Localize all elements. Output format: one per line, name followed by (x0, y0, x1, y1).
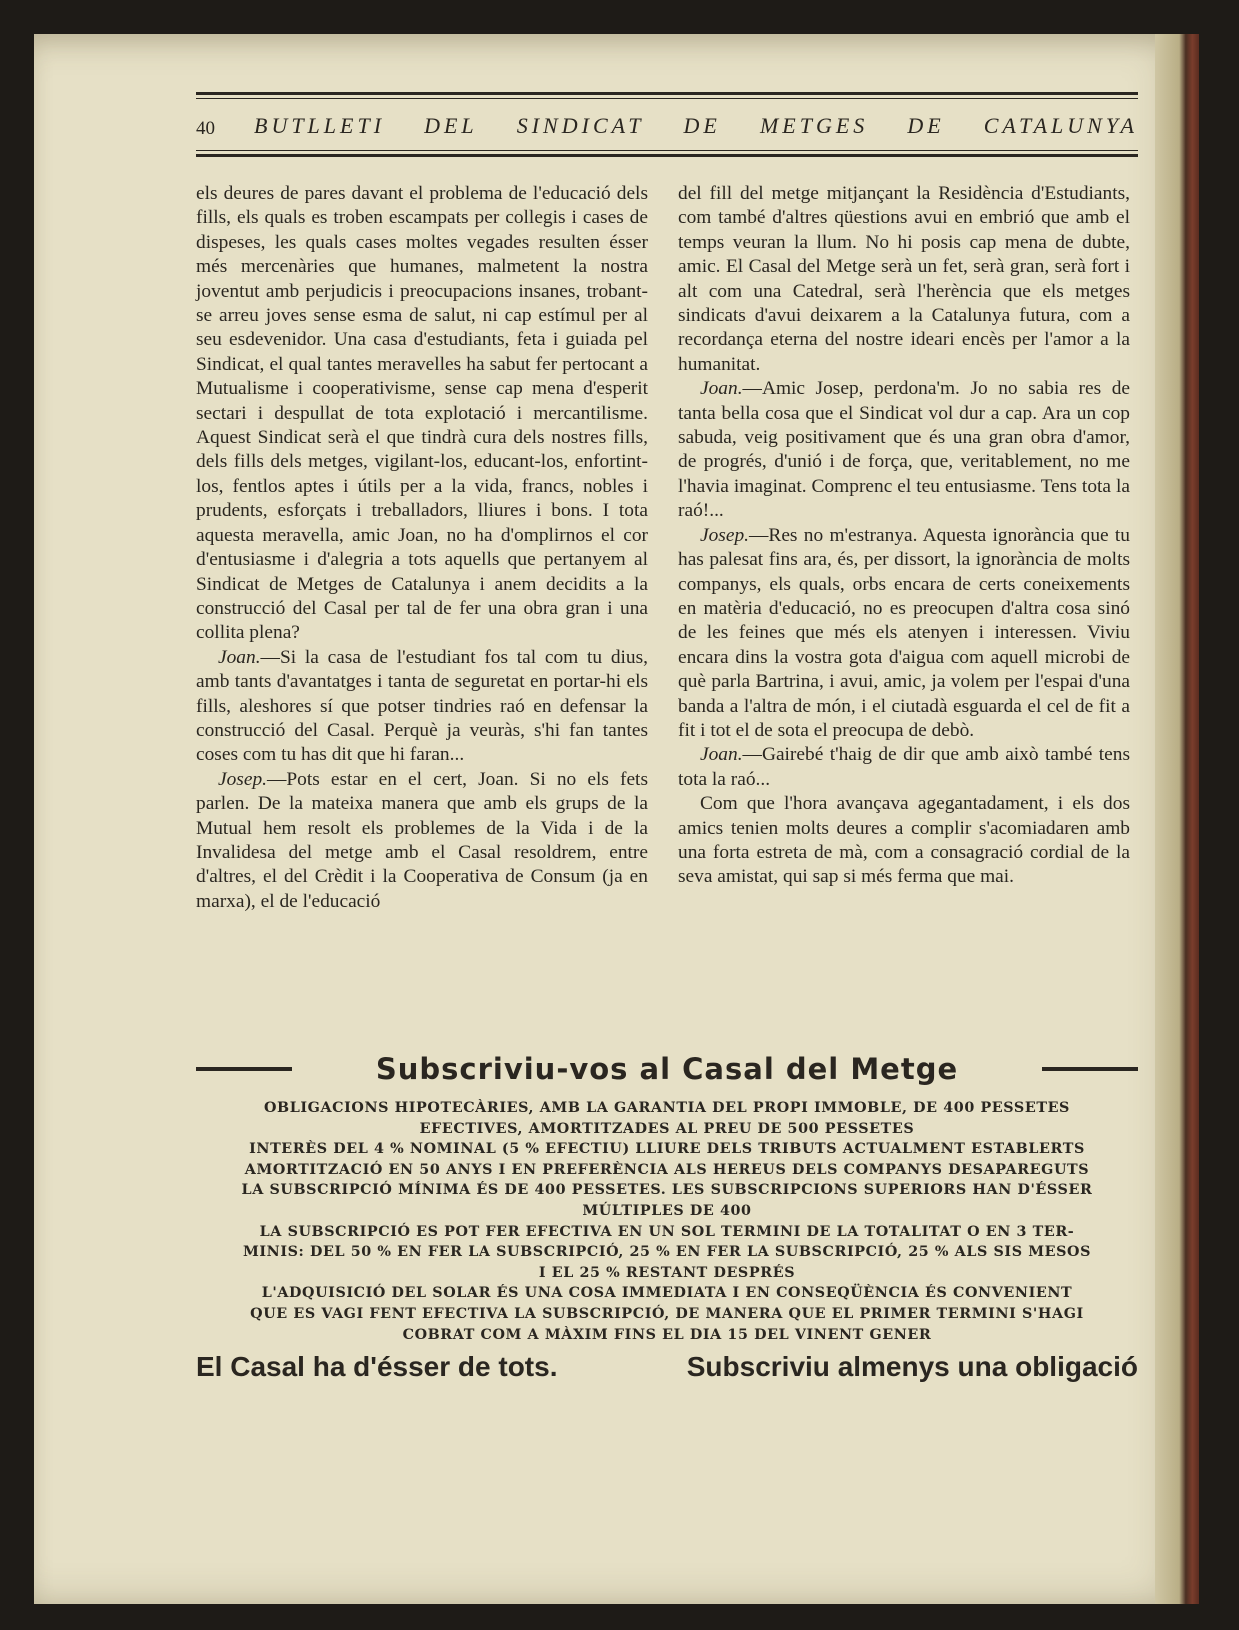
advert-footer (196, 1351, 1138, 1383)
paragraph (678, 743, 1130, 792)
advert-line: MINIS: DEL 50 % EN FER LA SUBSCRIPCIÓ, 25 % EN FER LA SUBSCRIPCIÓ, 25 % ALS SIS MESOS (242, 1244, 1092, 1261)
journal-word: BUTLLETI (254, 113, 386, 138)
speaker-name: Joan. (700, 378, 743, 400)
header-rule-bottom (196, 154, 1138, 157)
right-column (678, 182, 1130, 890)
header-rule-top (196, 92, 1138, 95)
running-header (196, 92, 1138, 162)
advert-line: INTERÈS DEL 4 % NOMINAL (5 % EFECTIU) LLIURE DELS TRIBUTS ACTUALMENT ESTABLERTS (249, 1141, 1085, 1158)
paragraph-text: Com que l'hora avançava agegantadament, i els dos amics tenien molts deures a complir s'acomiadaren amb una forta estreta de mà, com a consagració cordial de la seva amistat, qui sap si més ferma que mai. (678, 793, 1130, 888)
advert-rule-right (1042, 1067, 1138, 1071)
paragraph-text: —Si la casa de l'estudiant fos tal com tu dius, amb tants d'avantatges i tanta de seguretat en portar-hi els fills, aleshores sí que potser tindries raó en defensar la construcció del Casal. Perquè ja veuràs, s'hi fan tantes coses com tu has dit que hi faran... (196, 646, 648, 766)
journal-word: DE (683, 113, 721, 138)
advert-footer-left: El Casal ha d'ésser de tots. (196, 1351, 558, 1383)
advert-title: Subscriviu-vos al Casal del Metge (375, 1052, 959, 1086)
advert-line: AMORTITZACIÓ EN 50 ANYS I EN PREFERÈNCIA ALS HEREUS DELS COMPANYS DESAPAREGUTS (244, 1161, 1090, 1178)
advert-line: OBLIGACIONS HIPOTECÀRIES, AMB LA GARANTIA DEL PROPI IMMOBLE, DE 400 PESSETES (263, 1100, 1070, 1116)
header-rule-bottom-thin (196, 150, 1138, 151)
advert-line: LA SUBSCRIPCIÓ ES POT FER EFECTIVA EN UN SOL TERMINI DE LA TOTALITAT O EN 3 TER- (259, 1223, 1075, 1240)
paragraph-text: —Res no m'estranya. Aquesta ignorància que tu has palesat fins ara, és, per dissort, la ignorància de molts companys, els quals, orbs encara de certs coneixements en matèria d'educació, no es preocupen d'altra cosa sinó de les feines que més els atenyen i interessen. Viviu encara dins la vostra gota d'aigua com aquell microbi de què parla Bartrina, i avui, amic, ja volem per l'espai d'una banda a l'altra de món, i el ciutadà esguarda el cel de fit a fit i tot el de sota el preocupa de debò. (678, 524, 1130, 741)
scanned-page (34, 34, 1199, 1604)
advert-line: QUE ES VAGI FENT EFECTIVA LA SUBSCRIPCIÓ, DE MANERA QUE EL PRIMER TERMINI S'HAGI (250, 1305, 1084, 1322)
advert-line: I EL 25 % RESTANT DESPRÉS (538, 1264, 796, 1281)
journal-word: METGES (759, 113, 869, 138)
advert-body (196, 1098, 1138, 1345)
book-spine (1155, 34, 1199, 1604)
paragraph (678, 377, 1130, 523)
journal-word: SINDICAT (516, 113, 645, 138)
advert-line: MÚLTIPLES DE 400 (582, 1202, 752, 1219)
journal-word: DE (907, 113, 945, 138)
paragraph (196, 768, 648, 914)
paragraph (678, 524, 1130, 744)
advert-line: COBRAT COM A MÀXIM FINS EL DIA 15 DEL VINENT GENER (402, 1326, 932, 1343)
journal-word: CATALUNYA (983, 113, 1138, 138)
journal-title (254, 113, 1138, 139)
advert-rule-left (196, 1067, 292, 1071)
paragraph (196, 182, 648, 646)
subscription-advert (196, 1046, 1138, 1383)
advert-title-row (196, 1046, 1138, 1092)
paragraph (196, 646, 648, 768)
paragraph (678, 182, 1130, 377)
left-column (196, 182, 648, 914)
speaker-name: Joan. (218, 646, 261, 668)
paragraph-text: —Gairebé t'haig de dir que amb això també tens tota la raó... (678, 744, 1130, 790)
page-number: 40 (196, 118, 215, 139)
paragraph-text: del fill del metge mitjançant la Residència d'Estudiants, com també d'altres qüestions avui en embrió que amb el temps veuran la llum. No hi posis cap mena de dubte, amic. El Casal del Metge serà un fet, serà gran, serà fort i alt com una Catedral, serà l'herència que els metges sindicats d'avui deixarem a la Catalunya futura, com a recordança eterna del nostre ideari encès per l'amor a la humanitat. (678, 183, 1130, 375)
advert-line: LA SUBSCRIPCIÓ MÍNIMA ÉS DE 400 PESSETES. LES SUBSCRIPCIONS SUPERIORS HAN D'ÉSSER (241, 1182, 1093, 1199)
header-rule-top-thin (196, 98, 1138, 99)
paragraph-text: —Pots estar en el cert, Joan. Si no els fets parlen. De la mateixa manera que amb els grups de la Mutual hem resolt els problemes de la Vida i de la Invalidesa del metge amb el Casal resoldrem, entre d'altres, el del Crèdit i la Cooperativa de Consum (ja en marxa), el de l'educació (196, 768, 648, 912)
advert-line: EFECTIVES, AMORTITZADES AL PREU DE 500 PESSETES (419, 1120, 915, 1137)
advert-line: L'ADQUISICIÓ DEL SOLAR ÉS UNA COSA IMMEDIATA I EN CONSEQÜÈNCIA ÉS CONVENIENT (261, 1285, 1073, 1302)
paragraph-text: els deures de pares davant el problema de l'educació dels fills, els quals es troben escampats per collegis i cases de dispeses, les quals cases moltes vegades resulten ésser més mercenàries que humanes, malmetent la nostra joventut amb perjudicis i preocupacions insanes, trobant-se arreu joves sense esma de salut, ni cap estímul per al seu esdevenidor. Una casa d'estudiants, feta i guiada pel Sindicat, el qual tantes meravelles ha sabut fer pertocant a Mutualisme i cooperativisme, sense cap mena d'esperit sectari i despullat de tota explotació i mercantilisme. Aquest Sindicat serà el que tindrà cura dels nostres fills, dels fills dels metges, vigilant-los, educant-los, enfortint-los, fentlos aptes i útils per a la vida, francs, nobles i prudents, esforçats i treballadors, lliures i bons. I tota aquesta meravella, amic Joan, no ha d'omplirnos el cor d'entusiasme i d'alegria a tots aquells que pertanyem al Sindicat de Metges de Catalunya i anem decidits a la construcció del Casal per tal de fer una obra gran i una collita plena? (196, 183, 648, 644)
speaker-name: Joan. (700, 744, 743, 766)
speaker-name: Josep. (700, 524, 749, 546)
speaker-name: Josep. (218, 768, 267, 790)
paragraph (678, 792, 1130, 890)
paragraph-text: —Amic Josep, perdona'm. Jo no sabia res de tanta bella cosa que el Sindicat vol dur a cap. Ara un cop sabuda, veig positivament que és una gran obra d'amor, de progrés, d'unió i de força, que, veritablement, no me l'havia imaginat. Comprenc el teu entusiasme. Tens tota la raó!... (678, 378, 1130, 522)
advert-footer-right: Subscriviu almenys una obligació (686, 1351, 1138, 1383)
journal-word: DEL (424, 113, 478, 138)
